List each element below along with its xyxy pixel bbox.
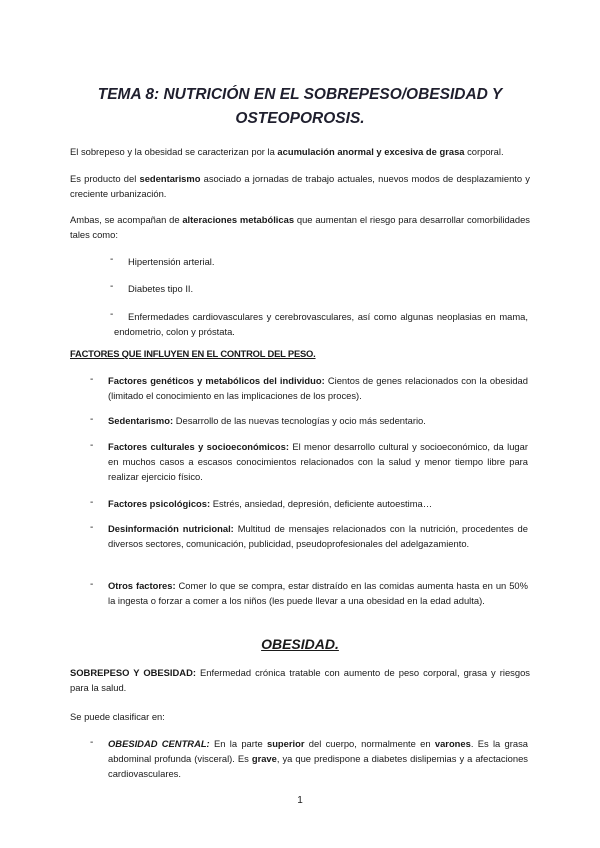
list-dash: - bbox=[110, 281, 114, 292]
list-dash: - bbox=[90, 737, 94, 748]
comorbidity-item: Hipertensión arterial. bbox=[128, 256, 215, 267]
factor-item: Factores psicológicos: Estrés, ansiedad, depresión, deficiente autoestima… bbox=[108, 498, 433, 509]
page-number: 1 bbox=[297, 795, 303, 806]
list-dash: - bbox=[90, 374, 94, 385]
factor-item: Sedentarismo: Desarrollo de las nuevas tecnologías y ocio más sedentario. bbox=[108, 415, 426, 426]
central-obesity-item: OBESIDAD CENTRAL: En la parte superior del cuerpo, normalmente en varones. Es la grasa abdominal profunda (visceral). Es grave, ya que predispone a diabetes dislipemias y a afectaciones cardiovasculares. bbox=[108, 738, 529, 779]
list-dash: - bbox=[90, 440, 94, 451]
list-dash: - bbox=[90, 579, 94, 590]
factors-heading: FACTORES QUE INFLUYEN EN EL CONTROL DEL PESO. bbox=[70, 348, 316, 359]
factor-item: Desinformación nutricional: Multitud de mensajes relacionados con la nutrición, procedentes de diversos sectores, comunicación, publicidad, pseudoprofesionales del adelgazamiento. bbox=[108, 523, 528, 549]
classify-paragraph: Se puede clasificar en: bbox=[70, 711, 165, 722]
list-dash: - bbox=[90, 497, 94, 508]
comorbidity-item: Enfermedades cardiovasculares y cerebrovasculares, así como algunas neoplasias en mama, endometrio, colon y próstata. bbox=[114, 311, 528, 337]
factor-item: Factores culturales y socioeconómicos: El menor desarrollo cultural y socioeconómico, da lugar en muchos casos a escasos conocimientos relacionados con la salud y menor tiempo libre para realizar ejercicio físico. bbox=[108, 441, 528, 482]
ambas-paragraph: Ambas, se acompañan de alteraciones metabólicas que aumentan el riesgo para desarrollar comorbilidades tales como: bbox=[70, 214, 530, 240]
comorbidity-item: Diabetes tipo II. bbox=[128, 283, 194, 294]
factor-item: Otros factores: Comer lo que se compra, estar distraído en las comidas aumenta hasta en un 50% la ingesta o forzar a comer a los niños (les puede llevar a una obesidad en la edad adulta). bbox=[108, 580, 528, 606]
definition-paragraph: SOBREPESO Y OBESIDAD: Enfermedad crónica tratable con aumento de peso corporal, grasa y riesgos para la salud. bbox=[70, 667, 530, 693]
title-line-2: OSTEOPOROSIS. bbox=[235, 110, 365, 127]
title-line-1: TEMA 8: NUTRICIÓN EN EL SOBREPESO/OBESIDAD Y bbox=[97, 86, 503, 103]
obesidad-heading: OBESIDAD. bbox=[261, 636, 339, 652]
list-dash: - bbox=[90, 414, 94, 425]
sedentarismo-paragraph: Es producto del sedentarismo asociado a jornadas de trabajo actuales, nuevos modos de desplazamiento y creciente urbanización. bbox=[70, 173, 530, 199]
intro-paragraph: El sobrepeso y la obesidad se caracterizan por la acumulación anormal y excesiva de grasa corporal. bbox=[70, 146, 504, 157]
list-dash: - bbox=[90, 522, 94, 533]
list-dash: - bbox=[110, 309, 114, 320]
list-dash: - bbox=[110, 254, 114, 265]
factor-item: Factores genéticos y metabólicos del individuo: Cientos de genes relacionados con la obesidad (limitado el conocimiento en las implicaciones de los proces). bbox=[108, 375, 528, 401]
